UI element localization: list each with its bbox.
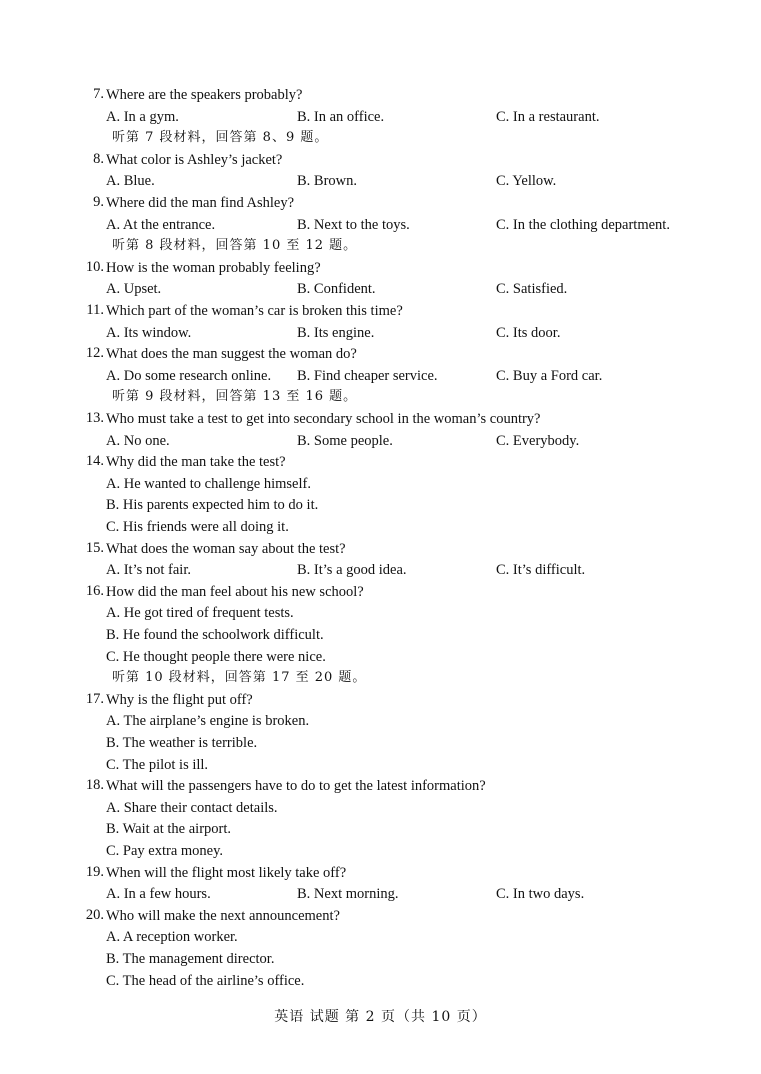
option-b: B. Next morning. (297, 886, 399, 903)
option-a: A. In a few hours. (106, 886, 211, 903)
question-text: Which part of the woman’s car is broken this time? (106, 303, 403, 319)
question-text: Where did the man find Ashley? (106, 195, 295, 211)
question-number: 20. (85, 906, 104, 923)
question-number: 13. (85, 410, 104, 426)
section-instruction: 听第 7 段材料，回答第 8、9 题。 (112, 130, 329, 146)
option-a: A. Blue. (106, 173, 155, 190)
option-a: A. Its window. (106, 324, 192, 341)
question-text: How did the man feel about his new school? (106, 583, 364, 600)
question-text: What color is Ashley’s jacket? (106, 151, 283, 168)
question-number: 7. (93, 86, 104, 102)
question-text: Why did the man take the test? (106, 454, 286, 471)
page-footer: 英语 试题 第 2 页（共 10 页） (274, 1009, 487, 1025)
option: B. The management director. (106, 951, 275, 967)
option: B. The weather is terrible. (106, 735, 258, 751)
option-c: C. In two days. (496, 886, 585, 903)
option-a: A. It’s not fair. (106, 562, 191, 579)
option-c: C. Yellow. (496, 173, 557, 190)
question-text: What does the woman say about the test? (106, 540, 346, 557)
section-instruction: 听第 9 段材料，回答第 13 至 16 题。 (112, 389, 358, 405)
question-number: 12. (85, 345, 104, 362)
option-c: C. Buy a Ford car. (496, 367, 603, 384)
question-text: When will the flight most likely take off? (106, 864, 347, 881)
option: A. He got tired of frequent tests. (106, 605, 294, 622)
question-number: 19. (85, 863, 104, 880)
question-number: 10. (85, 258, 104, 275)
option-c: C. Its door. (496, 324, 561, 341)
option-c: C. Everybody. (496, 432, 580, 449)
question-text: Where are the speakers probably? (106, 87, 303, 103)
option-b: B. Its engine. (297, 324, 375, 341)
option-b: B. Find cheaper service. (297, 367, 438, 384)
option: B. He found the schoolwork difficult. (106, 627, 324, 643)
option-b: B. It’s a good idea. (297, 562, 407, 579)
question-text: Why is the flight put off? (106, 691, 253, 708)
question-number: 18. (85, 777, 104, 794)
question-number: 15. (85, 539, 104, 556)
option-a: A. At the entrance. (106, 216, 216, 233)
option: A. Share their contact details. (106, 799, 278, 816)
option: B. His parents expected him to do it. (106, 497, 319, 514)
question-number: 14. (85, 453, 104, 470)
question-number: 9. (93, 194, 104, 210)
option-a: A. Upset. (106, 281, 162, 298)
option-b: B. Next to the toys. (297, 216, 410, 233)
question-text: How is the woman probably feeling? (106, 259, 321, 276)
option: C. His friends were all doing it. (106, 519, 289, 535)
section-instruction: 听第 10 段材料，回答第 17 至 20 题。 (112, 670, 367, 686)
option-c: C. Satisfied. (496, 281, 568, 298)
option-c: C. It’s difficult. (496, 562, 586, 579)
question-number: 11. (86, 302, 104, 318)
option-a: A. No one. (106, 432, 170, 449)
option-a: A. Do some research online. (106, 367, 272, 384)
option-c: C. In the clothing department. (496, 216, 670, 233)
question-text: What will the passengers have to do to get the latest information? (106, 778, 486, 795)
option-a: A. In a gym. (106, 108, 179, 125)
option-c: C. In a restaurant. (496, 108, 600, 125)
question-number: 17. (85, 690, 104, 707)
option: A. A reception worker. (106, 929, 238, 946)
option: A. He wanted to challenge himself. (106, 475, 311, 492)
option: B. Wait at the airport. (106, 821, 232, 838)
option-b: B. Confident. (297, 281, 376, 298)
question-number: 8. (93, 150, 104, 167)
option: C. Pay extra money. (106, 843, 224, 859)
option: A. The airplane’s engine is broken. (106, 713, 310, 730)
question-text: Who must take a test to get into secondary school in the woman’s country? (106, 411, 541, 427)
section-instruction: 听第 8 段材料，回答第 10 至 12 题。 (112, 238, 358, 254)
option: C. The pilot is ill. (106, 756, 209, 773)
option-b: B. Some people. (297, 432, 393, 449)
option-b: B. In an office. (297, 108, 385, 125)
question-number: 16. (85, 582, 104, 599)
option-b: B. Brown. (297, 173, 358, 190)
question-text: What does the man suggest the woman do? (106, 346, 357, 363)
question-text: Who will make the next announcement? (106, 907, 340, 924)
option: C. The head of the airline’s office. (106, 972, 305, 989)
option: C. He thought people there were nice. (106, 648, 326, 665)
